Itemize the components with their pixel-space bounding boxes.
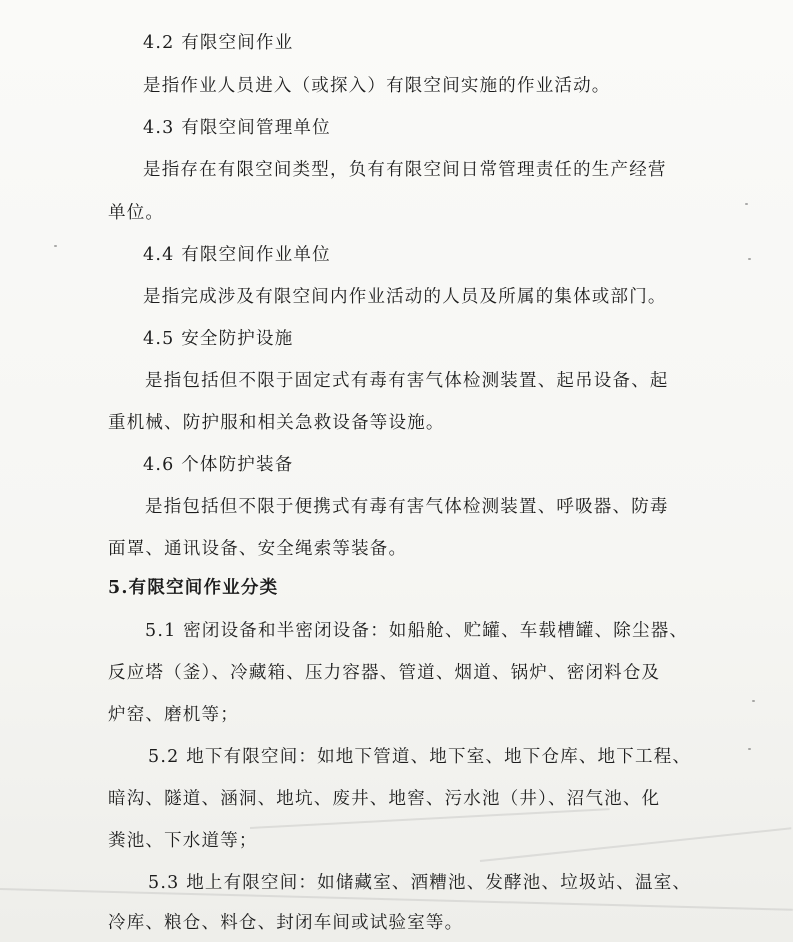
section-5-3-line-1: 5.3 地上有限空间：如储藏室、酒糟池、发酵池、垃圾站、温室、 <box>148 873 692 893</box>
section-5-2-line-3: 粪池、下水道等； <box>108 831 258 851</box>
section-4-3-heading: 4.3 有限空间管理单位 <box>143 118 331 138</box>
paper-speck <box>748 258 751 260</box>
paper-crease <box>480 827 791 862</box>
paper-speck <box>748 748 751 750</box>
section-4-5-heading: 4.5 安全防护设施 <box>143 329 294 349</box>
section-5-1-line-1: 5.1 密闭设备和半密闭设备：如船舱、贮罐、车载槽罐、除尘器、 <box>145 621 689 641</box>
section-4-5-body-line-1: 是指包括但不限于固定式有毒有害气体检测装置、起吊设备、起 <box>145 371 669 391</box>
section-4-3-body-line-2: 单位。 <box>108 203 165 223</box>
paper-speck <box>752 700 755 702</box>
section-5-1-line-3: 炉窑、磨机等； <box>108 705 239 725</box>
section-4-5-body-line-2: 重机械、防护服和相关急救设备等设施。 <box>108 413 445 433</box>
section-4-6-body-line-1: 是指包括但不限于便携式有毒有害气体检测装置、呼吸器、防毒 <box>145 497 669 517</box>
section-5-1-line-2: 反应塔（釜）、冷藏箱、压力容器、管道、烟道、锅炉、密闭料仓及 <box>108 663 661 683</box>
paper-speck <box>54 245 57 247</box>
section-5-2-line-1: 5.2 地下有限空间：如地下管道、地下室、地下仓库、地下工程、 <box>148 747 692 767</box>
section-4-6-heading: 4.6 个体防护装备 <box>143 455 294 475</box>
section-4-6-body-line-2: 面罩、通讯设备、安全绳索等装备。 <box>108 539 408 559</box>
section-4-2-heading: 4.2 有限空间作业 <box>143 33 294 53</box>
section-4-4-heading: 4.4 有限空间作业单位 <box>143 245 331 265</box>
section-5-2-line-2: 暗沟、隧道、涵洞、地坑、废井、地窖、污水池（井）、沼气池、化 <box>108 789 661 809</box>
section-4-4-body: 是指完成涉及有限空间内作业活动的人员及所属的集体或部门。 <box>143 287 667 307</box>
section-5-3-line-2: 冷库、粮仓、料仓、封闭车间或试验室等。 <box>108 913 464 933</box>
section-5-heading: 5.有限空间作业分类 <box>108 578 279 598</box>
section-4-3-body-line-1: 是指存在有限空间类型，负有有限空间日常管理责任的生产经营 <box>143 160 667 180</box>
section-4-2-body: 是指作业人员进入（或探入）有限空间实施的作业活动。 <box>143 76 611 96</box>
paper-speck <box>745 203 748 205</box>
paper-crease <box>250 808 610 829</box>
